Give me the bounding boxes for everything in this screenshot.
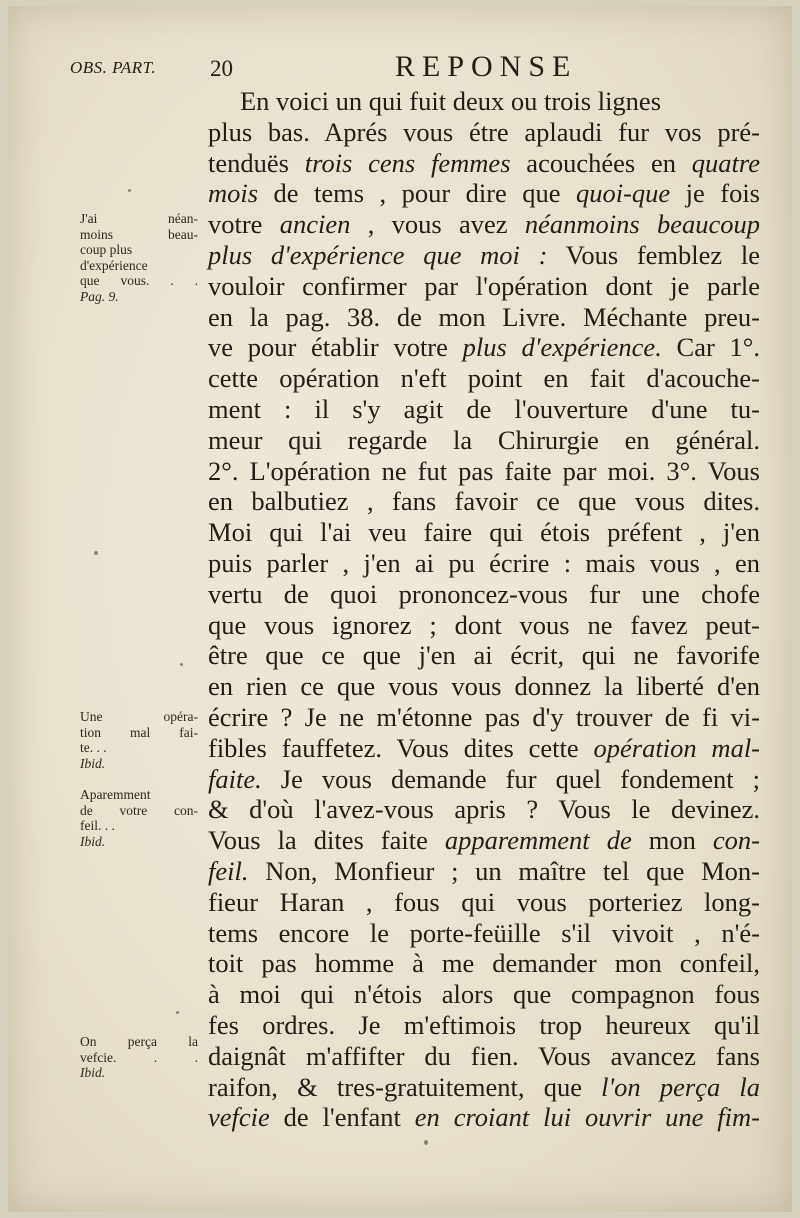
margin-note-line: d'expérience <box>80 257 148 273</box>
margin-note-line: que vous. . . <box>80 273 198 288</box>
margin-note-line: feil. . . <box>80 818 115 833</box>
text-line: en la pag. 38. de mon Livre. Méchante preu- <box>208 301 760 332</box>
text-line: fieur Haran , fous qui vous porteriez long- <box>208 886 760 917</box>
text-line: puis parler , j'en ai pu écrire : mais vous , en <box>208 547 760 578</box>
margin-note-line: te. . . <box>80 740 107 755</box>
text-line: tenduës trois cens femmes acouchées en quatre <box>208 147 760 178</box>
text-line: feil. Non, Monfieur ; un maître tel que Mon- <box>208 855 760 886</box>
text-line: fibles fauffetez. Vous dites cette opération mal- <box>208 732 761 763</box>
running-head-left: OBS. PART. <box>70 58 157 77</box>
text-line: Moi qui l'ai veu faire qui étois préfent , j'en <box>208 517 760 548</box>
text-line: vefcie de l'enfant en croiant lui ouvrir une fim- <box>208 1102 760 1133</box>
text-line: en rien ce que vous vous donnez la liberté d'en <box>208 671 760 702</box>
margin-note-line: Ibid. <box>80 1065 106 1080</box>
text-line: & d'où l'avez-vous apris ? Vous le devinez. <box>208 794 760 825</box>
text-line: daignât m'affifter du fien. Vous avancez fans <box>208 1040 760 1071</box>
text-line: ve pour établir votre plus d'expérience. Car 1°. <box>208 332 761 363</box>
margin-note-line: Ibid. <box>80 755 106 771</box>
text-line: plus d'expérience que moi : Vous femblez le <box>208 239 760 270</box>
text-line: En voici un qui fuit deux ou trois lignes <box>240 86 662 116</box>
margin-note-line: vefcie. . . <box>80 1049 198 1065</box>
text-line: vertu de quoi prononcez-vous fur une chofe <box>208 578 760 609</box>
margin-note-line: Aparemment <box>80 787 151 802</box>
text-line: que vous ignorez ; dont vous ne favez peut- <box>208 609 760 640</box>
margin-note-vefcie <box>80 1034 198 1081</box>
text-line: toit pas homme à me demander mon confeil, <box>208 948 760 979</box>
margin-note-line: Une opéra- <box>80 709 198 724</box>
paper-speck <box>424 1140 428 1145</box>
main-text-block <box>208 86 760 1133</box>
margin-note-line: Ibid. <box>80 833 106 849</box>
text-line: écrire ? Je ne m'étonne pas d'y trouver de fi vi- <box>208 701 760 732</box>
margin-note-line: J'ai néan- <box>80 211 198 226</box>
running-title: REPONSE <box>395 50 578 83</box>
paper-speck <box>94 551 98 555</box>
margin-note-line: de votre con- <box>80 802 198 818</box>
margin-note-line: Pag. 9. <box>80 288 119 304</box>
text-line: plus bas. Aprés vous étre aplaudi fur vos pré- <box>208 116 760 147</box>
text-line: vouloir confirmer par l'opération dont je parle <box>208 270 760 301</box>
text-line: raifon, & tres-gratuitement, que l'on perça la <box>208 1071 760 1102</box>
text-line: Vous la dites faite apparemment de mon con- <box>208 825 760 856</box>
text-line: cette opération n'eft point en fait d'acouche- <box>208 363 760 394</box>
margin-note-conseil <box>80 787 198 849</box>
paper-speck <box>176 1011 179 1014</box>
margin-note-line: coup plus <box>80 242 133 257</box>
text-line: votre ancien , vous avez néanmoins beaucoup <box>208 209 760 240</box>
text-line: être que ce que j'en ai écrit, qui ne favorife <box>208 640 760 671</box>
text-line: à moi qui n'étois alors que compagnon fous <box>208 979 760 1010</box>
paper-speck <box>180 663 183 666</box>
paper-speck <box>128 189 131 192</box>
margin-note-experience <box>80 211 198 304</box>
margin-note-line: On perça la <box>80 1034 198 1049</box>
text-line: 2°. L'opération ne fut pas faite par moi. 3°. Vous <box>208 455 760 486</box>
margin-note-line: tion mal fai- <box>80 724 198 740</box>
book-page <box>8 6 792 1212</box>
text-line: fes ordres. Je m'eftimois trop heureux qu'il <box>208 1009 760 1040</box>
margin-note-operation <box>80 709 198 771</box>
text-line: mois de tems , pour dire que quoi-que je fois <box>208 178 760 209</box>
page-number: 20 <box>210 56 233 81</box>
margin-note-line: moins beau- <box>80 226 198 242</box>
text-line: faite. Je vous demande fur quel fondement ; <box>208 763 760 794</box>
text-line: en balbutiez , fans favoir ce que vous dites. <box>208 486 760 517</box>
text-line: ment : il s'y agit de l'ouverture d'une tu- <box>208 393 760 424</box>
text-line: tems encore le porte-feüille s'il vivoit , n'é- <box>208 917 760 948</box>
text-line: meur qui regarde la Chirurgie en général. <box>208 424 760 455</box>
